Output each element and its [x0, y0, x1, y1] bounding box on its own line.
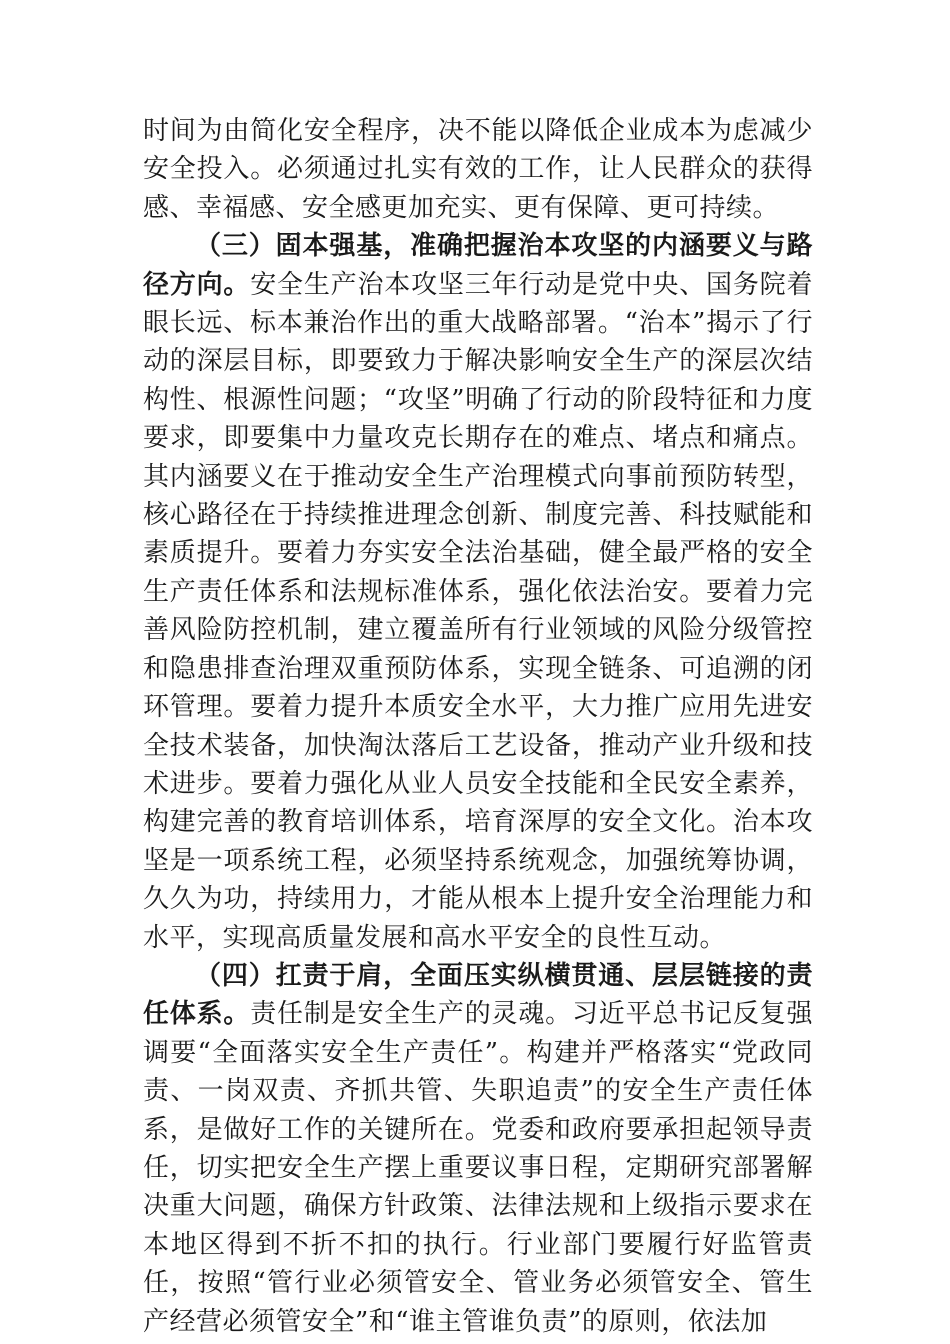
paragraph-body: 时间为由简化安全程序，决不能以降低企业成本为虑减少安全投入。必须通过扎实有效的工作，让人民群众的获得感、幸福感、安全感更加充实、更有保障、更可持续。	[143, 116, 813, 223]
paragraph-section-four	[143, 957, 813, 1341]
paragraph-continuation	[143, 112, 813, 227]
section-heading-four: （四）扛责于肩，全面压实纵横贯通、层层链接的责任体系。	[143, 960, 813, 1030]
paragraph-section-three	[143, 227, 813, 957]
section-heading-three: （三）固本强基，准确把握治本攻坚的内涵要义与路径方向。	[143, 231, 813, 300]
paragraph-body: 责任制是安全生产的灵魂。习近平总书记反复强调要“全面落实安全生产责任”。构建并严格落实“党政同责、一岗双责、齐抓共管、失职追责”的安全生产责任体系，是做好工作的关键所在。党委和政府要承担起领导责任，切实把安全生产摆上重要议事日程，定期研究部署解决重大问题，确保方针政策、法律法规和上级指示要求在本地区得到不折不扣的执行。行业部门要履行好监管责任，按照“管行业必须管安全、管业务必须管安全、管生产经营必须管安全”和“谁主管谁负责”的原则，依法加	[143, 999, 813, 1337]
paragraph-body: 安全生产治本攻坚三年行动是党中央、国务院着眼长远、标本兼治作出的重大战略部署。“治本”揭示了行动的深层目标，即要致力于解决影响安全生产的深层次结构性、根源性问题；“攻坚”明确了行动的阶段特征和力度要求，即要集中力量攻克长期存在的难点、堵点和痛点。其内涵要义在于推动安全生产治理模式向事前预防转型，核心路径在于持续推进理念创新、制度完善、科技赋能和素质提升。要着力夯实安全法治基础，健全最严格的安全生产责任体系和法规标准体系，强化依法治安。要着力完善风险防控机制，建立覆盖所有行业领域的风险分级管控和隐患排查治理双重预防体系，实现全链条、可追溯的闭环管理。要着力提升本质安全水平，大力推广应用先进安全技术装备，加快淘汰落后工艺设备，推动产业升级和技术进步。要着力强化从业人员安全技能和全民安全素养，构建完善的教育培训体系，培育深厚的安全文化。治本攻坚是一项系统工程，必须坚持系统观念，加强统筹协调，久久为功，持续用力，才能从根本上提升安全治理能力和水平，实现高质量发展和高水平安全的良性互动。	[143, 269, 813, 953]
document-body	[143, 112, 813, 1341]
